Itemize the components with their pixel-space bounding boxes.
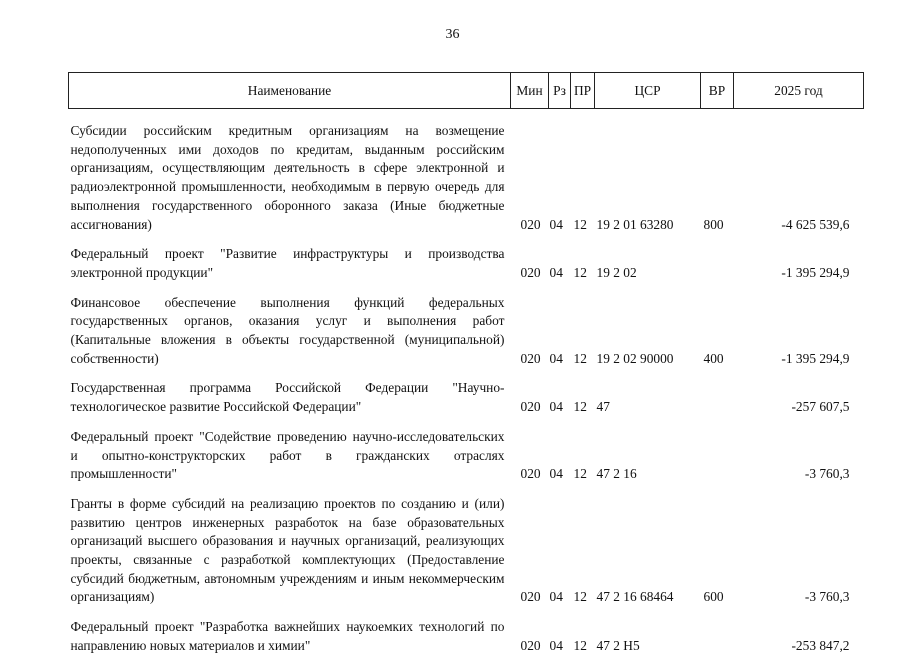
cell-csr: 19 2 02 — [596, 264, 637, 280]
page-number: 36 — [445, 27, 460, 42]
cell-min: 020 — [520, 264, 541, 280]
header-min: Мин — [511, 73, 549, 109]
cell-vr: 600 — [703, 589, 724, 605]
cell-pr: 12 — [573, 216, 587, 232]
header-pr: ПР — [571, 73, 595, 109]
cell-sum: -3 760,3 — [804, 466, 850, 482]
cell-sum: -4 625 539,6 — [781, 216, 850, 232]
table-row — [69, 234, 864, 282]
cell-min: 020 — [520, 399, 541, 415]
cell-rz: 04 — [549, 589, 563, 605]
table-row — [69, 368, 864, 416]
table-row — [69, 484, 864, 607]
header-year: 2025 год — [734, 73, 864, 109]
cell-sum: -1 395 294,9 — [781, 264, 850, 280]
cell-csr: 47 2 Н5 — [596, 637, 640, 653]
header-csr: ЦСР — [595, 73, 701, 109]
cell-name: Федеральный проект "Разработка важнейших наукоемких технологий по направлению новых материалов и химии" — [70, 619, 505, 653]
cell-name: Федеральный проект "Содействие проведению научно-исследовательских и опытно-конструкторских работ в гражданских отраслях промышленности" — [70, 428, 505, 482]
table-row — [69, 417, 864, 484]
table-row — [69, 109, 864, 235]
cell-pr: 12 — [573, 399, 587, 415]
budget-table — [68, 72, 864, 656]
cell-csr: 47 2 16 — [596, 466, 637, 482]
cell-vr: 400 — [703, 350, 724, 366]
cell-name: Федеральный проект "Развитие инфраструктуры и производства электронной продукции" — [70, 246, 505, 280]
cell-name: Субсидии российским кредитным организациям на возмещение недополученных ими доходов по кредитам, выданным российским организациям, осуществляющим деятельность в сфере электронной и радиоэлектронной промышленности, необходимым в первую очередь для выполнения государственного оборонного заказа (Иные бюджетные ассигнования) — [70, 123, 505, 232]
cell-vr — [701, 417, 734, 484]
cell-csr: 47 — [596, 399, 610, 415]
cell-min: 020 — [520, 637, 541, 653]
cell-csr: 47 2 16 68464 — [596, 589, 674, 605]
cell-name: Финансовое обеспечение выполнения функций федеральных государственных органов, оказания услуг и выполнения работ (Капитальные вложения в объекты государственной (муниципальной) собственности) — [70, 294, 505, 366]
cell-csr: 19 2 01 63280 — [596, 216, 674, 232]
cell-rz: 04 — [549, 350, 563, 366]
cell-pr: 12 — [573, 466, 587, 482]
header-rz: Рз — [549, 73, 571, 109]
cell-min: 020 — [520, 216, 541, 232]
cell-pr: 12 — [573, 264, 587, 280]
table-header — [69, 73, 864, 109]
cell-name: Государственная программа Российской Федерации "Научно-технологическое развитие Российской Федерации" — [70, 380, 505, 415]
header-name: Наименование — [69, 73, 511, 109]
cell-csr: 19 2 02 90000 — [596, 350, 674, 366]
cell-pr: 12 — [573, 589, 587, 605]
cell-sum: -257 607,5 — [791, 399, 850, 415]
cell-rz: 04 — [549, 216, 563, 232]
cell-vr: 800 — [703, 216, 724, 232]
cell-vr — [701, 368, 734, 416]
cell-rz: 04 — [549, 399, 563, 415]
table-row — [69, 607, 864, 655]
cell-sum: -1 395 294,9 — [781, 350, 850, 366]
cell-pr: 12 — [573, 350, 587, 366]
cell-rz: 04 — [549, 637, 563, 653]
cell-name: Гранты в форме субсидий на реализацию проектов по созданию и (или) развитию центров инженерных разработок на базе образовательных организаций высшего образования и научных организаций, реализующих проекты, связанные с разработкой комплектующих (Предоставление субсидий бюджетным, автономным учреждениям и иным некоммерческим организациям) — [70, 495, 505, 605]
cell-sum: -3 760,3 — [804, 589, 850, 605]
header-vr: ВР — [701, 73, 734, 109]
cell-rz: 04 — [549, 466, 563, 482]
cell-vr — [701, 234, 734, 282]
table-row — [69, 283, 864, 369]
cell-min: 020 — [520, 589, 541, 605]
cell-min: 020 — [520, 466, 541, 482]
cell-min: 020 — [520, 350, 541, 366]
cell-sum: -253 847,2 — [791, 637, 850, 653]
cell-rz: 04 — [549, 264, 563, 280]
cell-vr — [701, 607, 734, 655]
cell-pr: 12 — [573, 637, 587, 653]
